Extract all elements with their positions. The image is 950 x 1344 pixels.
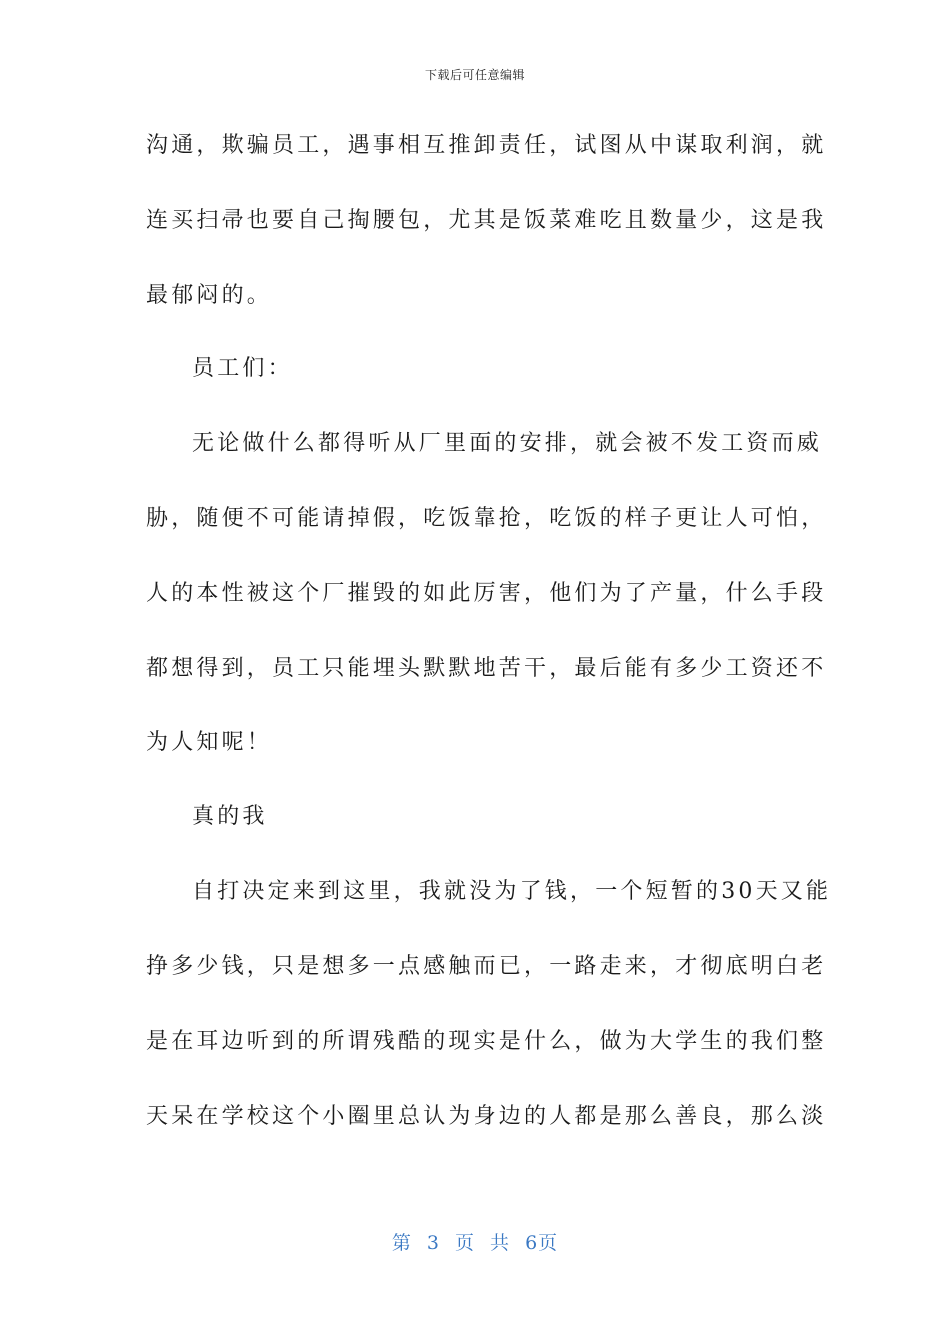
section-heading: 员工们： xyxy=(192,356,293,381)
body-line: 是在耳边听到的所谓残酷的现实是什么，做为大学生的我们整 xyxy=(146,1029,827,1054)
page-header: 下载后可任意编辑 xyxy=(424,68,525,82)
body-line: 为人知呢！ xyxy=(146,730,273,755)
body-line: 连买扫帚也要自己掏腰包，尤其是饭菜难吃且数量少，这是我 xyxy=(146,208,827,233)
body-line: 挣多少钱，只是想多一点感触而已，一路走来，才彻底明白老 xyxy=(146,954,827,979)
body-line: 沟通，欺骗员工，遇事相互推卸责任，试图从中谋取利润，就 xyxy=(146,133,827,158)
section-heading: 真的我 xyxy=(192,804,268,829)
body-line: 最郁闷的。 xyxy=(146,283,273,308)
page-number-footer: 第 3 页 共 6页 xyxy=(391,1232,559,1254)
body-line: 都想得到，员工只能埋头默默地苦干，最后能有多少工资还不 xyxy=(146,656,827,681)
body-line: 自打决定来到这里，我就没为了钱，一个短暂的30天又能 xyxy=(192,879,832,904)
body-line: 无论做什么都得听从厂里面的安排，就会被不发工资而威 xyxy=(192,431,823,456)
body-line: 人的本性被这个厂摧毁的如此厉害，他们为了产量，什么手段 xyxy=(146,581,827,606)
body-line: 胁，随便不可能请掉假，吃饭靠抢，吃饭的样子更让人可怕， xyxy=(146,506,827,531)
body-line: 天呆在学校这个小圈里总认为身边的人都是那么善良，那么淡 xyxy=(146,1104,827,1129)
